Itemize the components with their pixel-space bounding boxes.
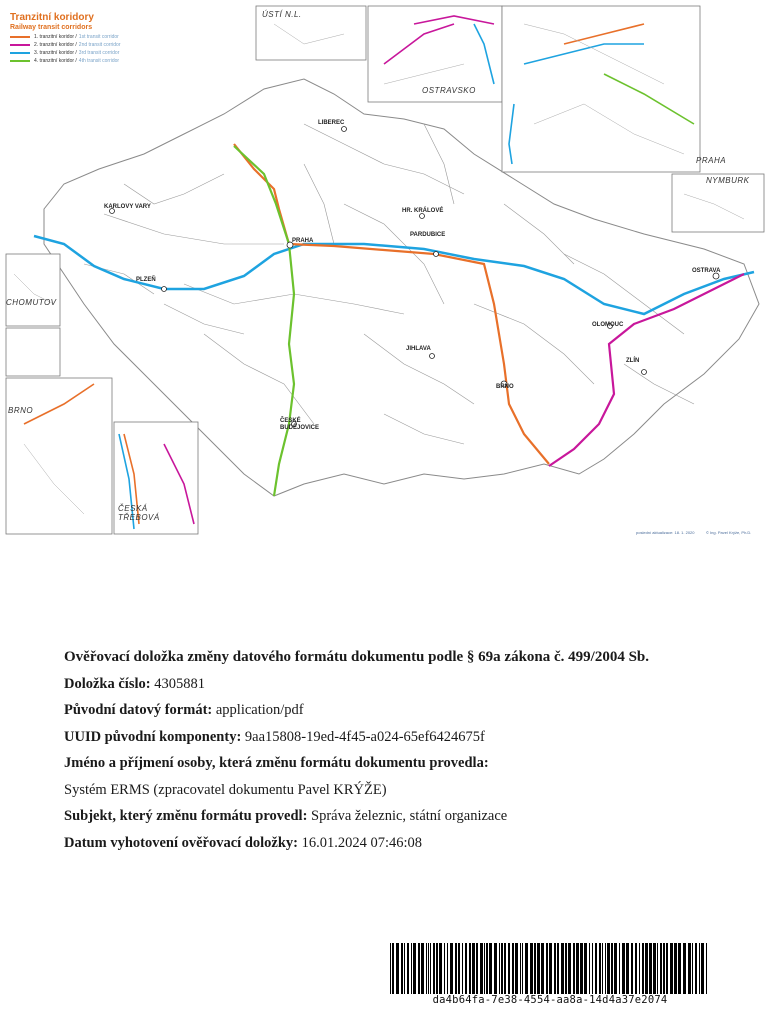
legend-item-label-en: 2nd transit corridor: [78, 42, 121, 48]
clause-uuid-label: UUID původní komponenty:: [64, 728, 242, 745]
clause-uuid-value: 9aa15808-19ed-4f45-a024-65ef6424675f: [244, 728, 485, 745]
clause-number-value: 4305881: [154, 675, 205, 692]
clause-person-value: Systém ERMS (zpracovatel dokumentu Pavel KRÝŽE): [64, 781, 387, 798]
verification-clause: [64, 644, 744, 856]
inset-label-usti: ÚSTÍ N.L.: [262, 10, 302, 19]
legend-item-label-en: 4th transit corridor: [78, 58, 120, 64]
map-legend: [10, 12, 120, 64]
map-author: © Ing. Pavel Krýže, Ph.D.: [706, 530, 752, 535]
clause-format-row: [64, 697, 744, 724]
clause-format-value: application/pdf: [215, 702, 304, 718]
legend-swatch: [10, 60, 30, 62]
legend-item-label: 3. tranzitní koridor /: [34, 50, 77, 56]
city-label: PLZEŇ: [136, 277, 156, 283]
inset-label-nymburk: NYMBURK: [706, 176, 750, 185]
clause-uuid-row: [64, 724, 744, 751]
clause-format-label: Původní datový formát:: [64, 702, 213, 718]
clause-subject-value: Správa železnic, státní organizace: [311, 808, 508, 824]
inset-label-ceska-trebova: ČESKÁ TŘEBOVÁ: [118, 504, 160, 522]
city-label: ZLÍN: [626, 358, 640, 364]
inset-label-ostravsko: OSTRAVSKO: [422, 86, 476, 95]
legend-swatch: [10, 44, 30, 46]
clause-subject-label: Subjekt, který změnu formátu provedl:: [64, 808, 308, 824]
city-label: OSTRAVA: [692, 268, 721, 274]
legend-item-label: 1. tranzitní koridor /: [34, 34, 77, 40]
legend-item-4: [10, 58, 120, 64]
clause-date-row: [64, 830, 744, 857]
legend-item-2: [10, 42, 120, 48]
clause-number-label: Doložka číslo:: [64, 675, 151, 692]
legend-item-label: 2. tranzitní koridor /: [34, 42, 77, 48]
city-label: PARDUBICE: [410, 232, 446, 238]
legend-item-3: [10, 50, 120, 56]
legend-item-label-en: 3rd transit corridor: [78, 50, 120, 56]
inset-label-brno: BRNO: [8, 406, 34, 415]
legend-swatch: [10, 52, 30, 54]
city-label: LIBEREC: [318, 120, 345, 126]
legend-item-label-en: 1st transit corridor: [78, 34, 119, 40]
legend-item-1: [10, 34, 120, 40]
city-label: JIHLAVA: [406, 346, 431, 352]
city-label: KARLOVY VARY: [104, 204, 151, 210]
railway-map: [4, 4, 766, 536]
city-label: BRNO: [496, 384, 514, 390]
inset-label-praha: PRAHA: [696, 156, 727, 165]
city-label: HR. KRÁLOVÉ: [402, 208, 444, 214]
legend-subtitle: Railway transit corridors: [10, 24, 93, 31]
clause-number-row: [64, 671, 744, 698]
map-svg: [4, 4, 766, 536]
clause-person-value-row: [64, 777, 744, 804]
inset-label-chomutov: CHOMUTOV: [6, 298, 57, 307]
city-label: OLOMOUC: [592, 322, 624, 328]
city-label: ČESKÉ BUDĚJOVICE: [280, 418, 320, 431]
map-update-date: poslední aktualizace: 18. 1. 2020: [636, 530, 695, 535]
clause-person-label: Jméno a příjmení osoby, která změnu formátu dokumentu provedla:: [64, 755, 489, 771]
clause-date-value: 16.01.2024 07:46:08: [301, 834, 423, 851]
barcode-text: da4b64fa-7e38-4554-aa8a-14d4a37e2074: [388, 994, 712, 1006]
clause-person-label-row: [64, 750, 744, 777]
city-label: PRAHA: [292, 238, 314, 244]
clause-subject-row: [64, 803, 744, 830]
legend-item-label: 4. tranzitní koridor /: [34, 58, 77, 64]
legend-swatch: [10, 36, 30, 38]
legend-title: Tranzitní koridory: [10, 12, 94, 23]
clause-heading: Ověřovací doložka změny datového formátu dokumentu podle § 69a zákona č. 499/2004 Sb.: [64, 649, 650, 665]
clause-date-label: Datum vyhotovení ověřovací doložky:: [64, 834, 298, 851]
